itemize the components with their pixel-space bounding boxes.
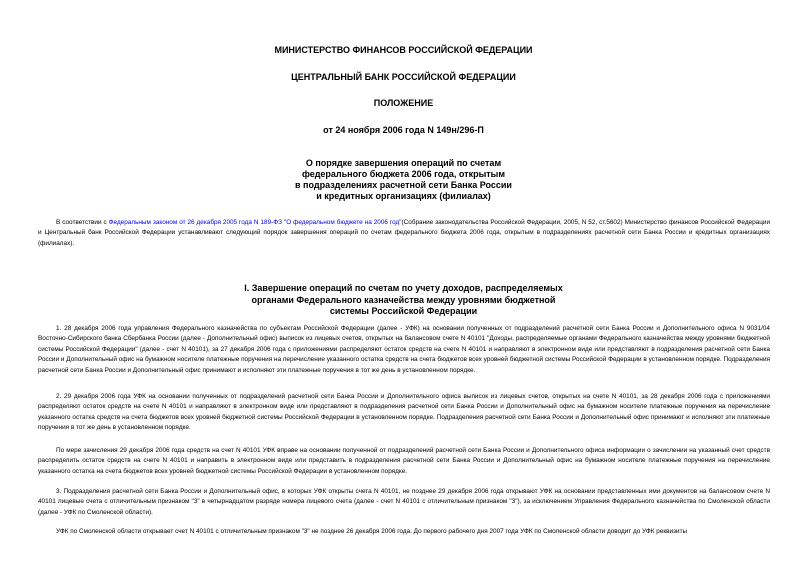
paragraph-2: 2. 29 декабря 2006 года УФК на основании полученных от подразделений расчетной сети Банка России и Дополнительного офиса выписок из лицевых счетов, открытых на счете N 40101, за 28 декабря 2006 года с приложениями распределяют остаток средств на счете N 40101 и направляют в электронном виде или представляют в подразделения расчетной сети Банка России и Дополнительный офис на бумажном носителе платежные поручения на перечисление указанного остатка средств на счета бюджетов всех уровней бюджетной системы Российской Федерации в установленном порядке. Подразделения расчетной сети Банка России и Дополнительный офис принимают и исполняют эти платежные поручения в тот же день в установленном порядке. bbox=[38, 393, 770, 432]
intro-text-after: (Собрание законодательства Российской Федерации, 2005, N 52, ст.5602) Министерство финансов Российской Федерации и Центральный банк Российской Федерации устанавливают следующий порядок завершения операций по счетам федерального бюджета 2006 года, открытым в подразделениях расчетной сети Банка России и кредитных организациях (филиалах). bbox=[38, 219, 771, 247]
section-heading-line: органами Федерального казначейства между уровнями бюджетной bbox=[251, 294, 556, 305]
title-line: и кредитных организациях (филиалах) bbox=[316, 191, 491, 201]
title-line: федерального бюджета 2006 года, открытым bbox=[301, 169, 506, 179]
document-title bbox=[0, 158, 807, 202]
section-heading-line: I. Завершение операций по счетам по учету доходов, распределяемых bbox=[244, 283, 563, 293]
section-heading-line: системы Российской Федерации bbox=[329, 306, 478, 316]
title-line: в подразделениях расчетной сети Банка России bbox=[295, 180, 512, 190]
paragraph-5: УФК по Смоленской области открывает счет N 40101 с отличительным признаком "3" не позднее 26 декабря 2006 года. До первого рабочего дня 2007 года УФК по Смоленской области доводит до УФК реквизиты bbox=[56, 528, 688, 535]
bank-heading: ЦЕНТРАЛЬНЫЙ БАНК РОССИЙСКОЙ ФЕДЕРАЦИИ bbox=[291, 72, 516, 82]
paragraph-1: 1. 28 декабря 2006 года управления Федерального казначейства по субъектам Российской Федерации (далее - УФК) на основании полученных от подразделений расчетной сети Банка России и Дополнительного офиса N 9031/04 Восточно-Сибирского банка Сбербанка России (далее - Дополнительный офис) выписок из лицевых счетов, открытых на балансовом счете N 40101 "Доходы, распределяемые органами Федерального казначейства между уровнями бюджетной системы Российской Федерации" (далее - счет N 40101), за 27 декабря 2006 года с приложениями распределяют остаток средств на счете N 40101 и направляют в электронном виде или представляют в подразделения расчетной сети Банка России и Дополнительный офис на бумажном носителе платежные поручения на перечисление указанного остатка средств на счета бюджетов всех уровней бюджетной системы Российской Федерации в установленном порядке. Подразделения расчетной сети Банка России и Дополнительный офис принимают и исполняют эти платежные поручения в тот же день в установленном порядке. bbox=[38, 325, 770, 374]
paragraph-3: По мере зачисления 29 декабря 2006 года средств на счет N 40101 УФК вправе на основании полученной от подразделений расчетной сети Банка России и Дополнительного офиса информации о зачислении на указанный счет средств распределить остаток средств на счете N 40101 и направить в электронном виде или представить в подразделения расчетной сети Банка России и Дополнительный офис на бумажном носителе платежные поручения на перечисление указанного остатка на счета бюджетов всех уровней бюджетной системы Российской Федерации в установленном порядке. bbox=[38, 447, 770, 475]
section-1-heading bbox=[0, 283, 807, 318]
intro-text-before: В соответствии с bbox=[56, 219, 109, 226]
ministry-heading: МИНИСТЕРСТВО ФИНАНСОВ РОССИЙСКОЙ ФЕДЕРАЦИИ bbox=[274, 45, 533, 55]
intro-paragraph bbox=[38, 218, 770, 249]
federal-law-link[interactable]: Федеральным законом от 26 декабря 2005 года N 189-ФЗ "О федеральном бюджете на 2006 год" bbox=[108, 219, 402, 226]
document-type: ПОЛОЖЕНИЕ bbox=[373, 98, 434, 108]
title-line: О порядке завершения операций по счетам bbox=[305, 158, 502, 168]
document-date-number: от 24 ноября 2006 года N 149н/296-П bbox=[323, 125, 484, 135]
paragraph-4: 3. Подразделения расчетной сети Банка России и Дополнительный офис, в которых УФК открыты счета N 40101, не позднее 29 декабря 2006 года открывают УФК на основании представленных ими документов на балансовом счете N 40101 лицевые счета с отличительным признаком "3" в четырнадцатом разряде номера лицевого счета (далее - счет N 40101 с отличительным признаком "3"), за исключением Управления Федерального казначейства по Смоленской области (далее - УФК по Смоленской области). bbox=[38, 488, 770, 516]
